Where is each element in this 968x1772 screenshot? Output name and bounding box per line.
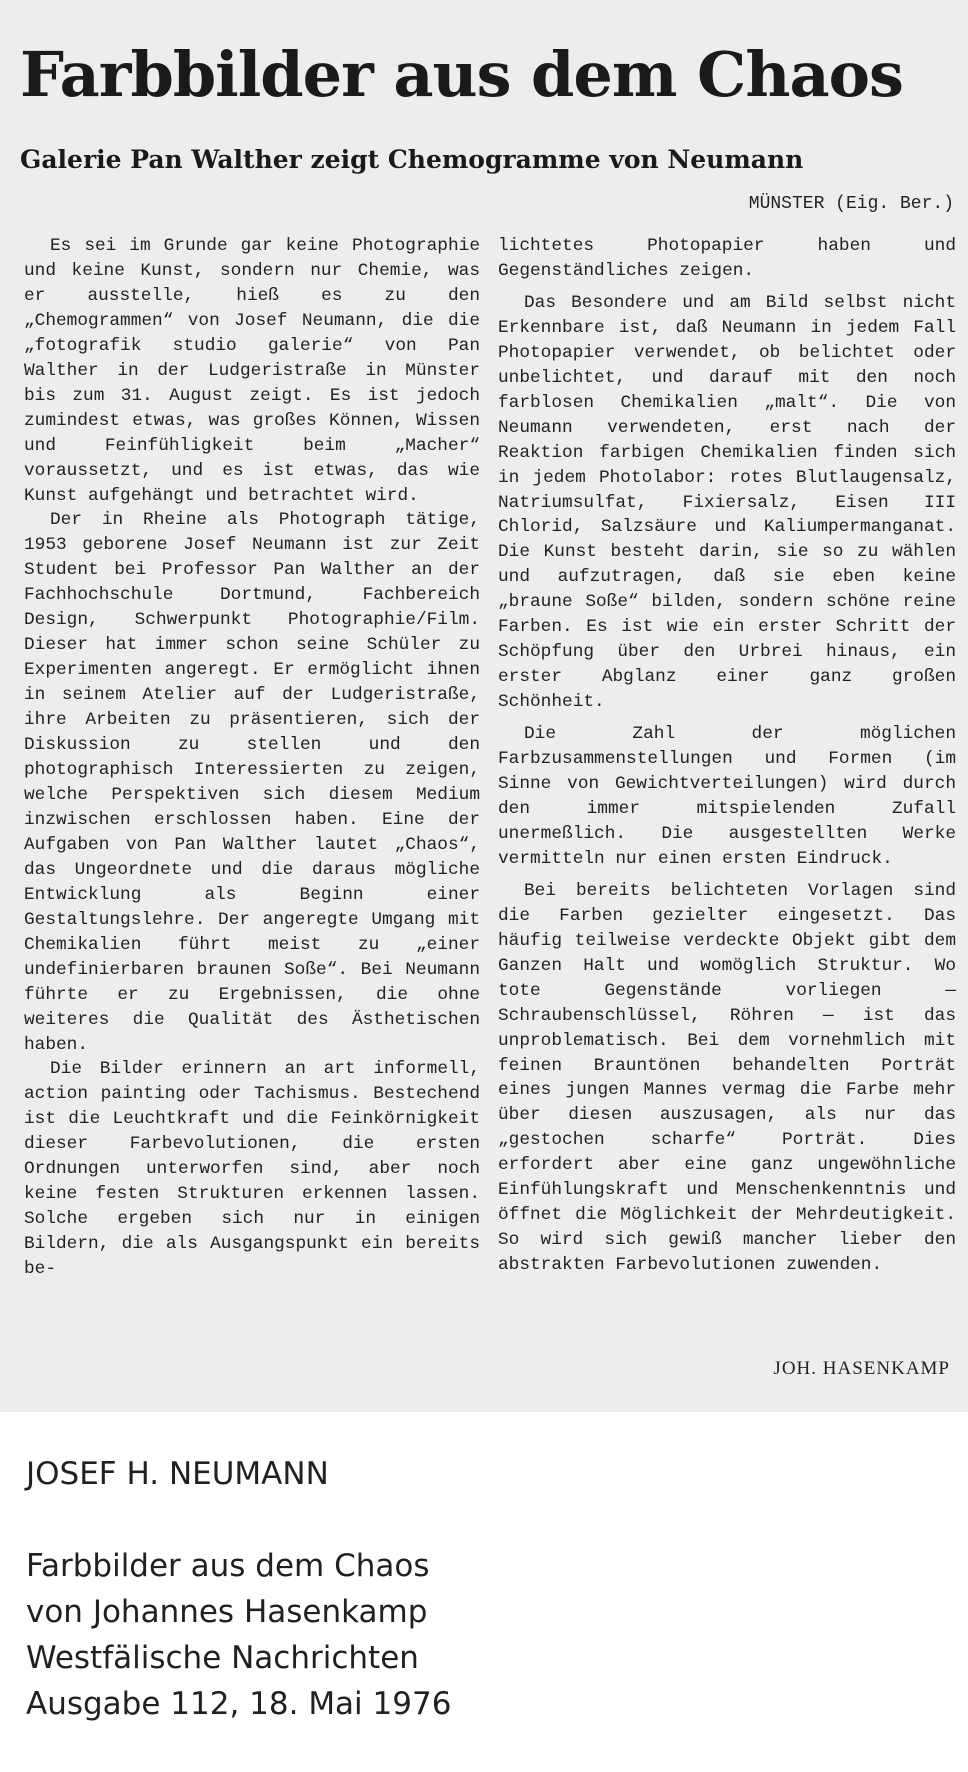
- article-headline: Farbbilder aus dem Chaos: [20, 38, 903, 111]
- caption-line-title: Farbbilder aus dem Chaos: [26, 1548, 430, 1584]
- article-byline: JOH. HASENKAMP: [773, 1358, 950, 1379]
- article-paragraph: lichtetes Photopapier haben und Gegenständliches zeigen.: [498, 236, 956, 281]
- article-column-left: [24, 234, 480, 1282]
- caption-artist-name: JOSEF H. NEUMANN: [26, 1456, 329, 1492]
- caption-line-publication: Westfälische Nachrichten: [26, 1640, 419, 1676]
- article-subheadline: Galerie Pan Walther zeigt Chemogramme von Neumann: [20, 145, 804, 174]
- article-paragraph: Es sei im Grunde gar keine Photographie und keine Kunst, sondern nur Chemie, was er ausstelle, hieß es zu den „Chemogrammen“ von Josef Neumann, die die „fotografik studio galerie“ von Pan Walther in der Ludgeristraße in Münster bis zum 31. August zeigt. Es ist jedoch zumindest etwas, was großes Können, Wissen und Feinfühligkeit beim „Macher“ voraussetzt, und es ist etwas, das wie Kunst aufgehängt und betrachtet wird.: [24, 236, 480, 506]
- caption-line-author: von Johannes Hasenkamp: [26, 1594, 428, 1630]
- caption-source-details: [26, 1543, 451, 1727]
- article-paragraph: Bei bereits belichteten Vorlagen sind die Farben gezielter eingesetzt. Das häufig teilweise verdeckte Objekt gibt dem Ganzen Halt und womöglich Struktur. Wo tote Gegenstände vorliegen — Schraubenschlüssel, Röhren — ist das unproblematisch. Bei dem vornehmlich mit feinen Brauntönen behandelten Porträt eines jungen Mannes vermag die Farbe mehr über diesen auszusagen, als nur das „gestochen scharfe“ Porträt. Dies erfordert aber eine ganz ungewöhnliche Einfühlungskraft und Menschenkenntnis und öffnet die Möglichkeit der Mehrdeutigkeit. So wird sich gewiß mancher lieber den abstrakten Farbevolutionen zuwenden.: [498, 880, 956, 1276]
- caption-line-issue: Ausgabe 112, 18. Mai 1976: [26, 1686, 452, 1722]
- article-paragraph: Der in Rheine als Photograph tätige, 1953 geborene Josef Neumann ist zur Zeit Student bei Professor Pan Walther an der Fachhochschule Dortmund, Fachbereich Design, Schwerpunkt Photographie/Film. Dieser hat immer schon seine Schüler zu Experimenten angeregt. Er ermöglicht ihnen in seinem Atelier auf der Ludgeristraße, ihre Arbeiten zu präsentieren, sich der Diskussion zu stellen und den photographisch Interessierten zu zeigen, welche Perspektiven sich diesem Medium inzwischen erschlossen haben. Eine der Aufgaben von Pan Walther lautet „Chaos“, das Ungeordnete und die daraus mögliche Entwicklung als Beginn einer Gestaltungslehre. Der angeregte Umgang mit Chemikalien führt meist zu „einer undefinierbaren braunen Soße“. Bei Neumann führte er zu Ergebnissen, die ohne weiteres die Qualität des Ästhetischen haben.: [24, 510, 480, 1055]
- article-column-right: [498, 234, 956, 1278]
- article-paragraph: Das Besondere und am Bild selbst nicht Erkennbare ist, daß Neumann in jedem Fall Photopapier verwendet, ob belichtet oder unbelichtet, und darauf mit den noch farblosen Chemikalien „malt“. Die von Neumann verwendeten, erst nach der Reaktion farbigen Chemikalien finden sich in jedem Photolabor: rotes Blutlaugensalz, Natriumsulfat, Fixiersalz, Eisen III Chlorid, Salzsäure und Kaliumpermanganat. Die Kunst besteht darin, sie so zu wählen und aufzutragen, daß sie eben keine „braune Soße“ bilden, sondern schöne reine Farben. Es ist wie ein erster Schritt der Schöpfung über den Urbrei hinaus, ein erster Abglanz einer ganz großen Schönheit.: [498, 292, 956, 713]
- article-paragraph: Die Bilder erinnern an art informell, action painting oder Tachismus. Bestechend ist die Leuchtkraft und die Feinkörnigkeit dieser Farbevolutionen, die ersten Ordnungen unterworfen sind, aber noch keine festen Strukturen erkennen lassen. Solche ergeben sich nur in einigen Bildern, die als Ausgangspunkt ein bereits be-: [24, 1059, 480, 1280]
- article-dateline: MÜNSTER (Eig. Ber.): [748, 194, 954, 214]
- article-paragraph: Die Zahl der möglichen Farbzusammenstellungen und Formen (im Sinne von Gewichtverteilungen) wird durch den immer mitspielenden Zufall unermeßlich. Die ausgestellten Werke vermitteln nur einen ersten Eindruck.: [498, 724, 956, 869]
- caption-block: [26, 1455, 451, 1727]
